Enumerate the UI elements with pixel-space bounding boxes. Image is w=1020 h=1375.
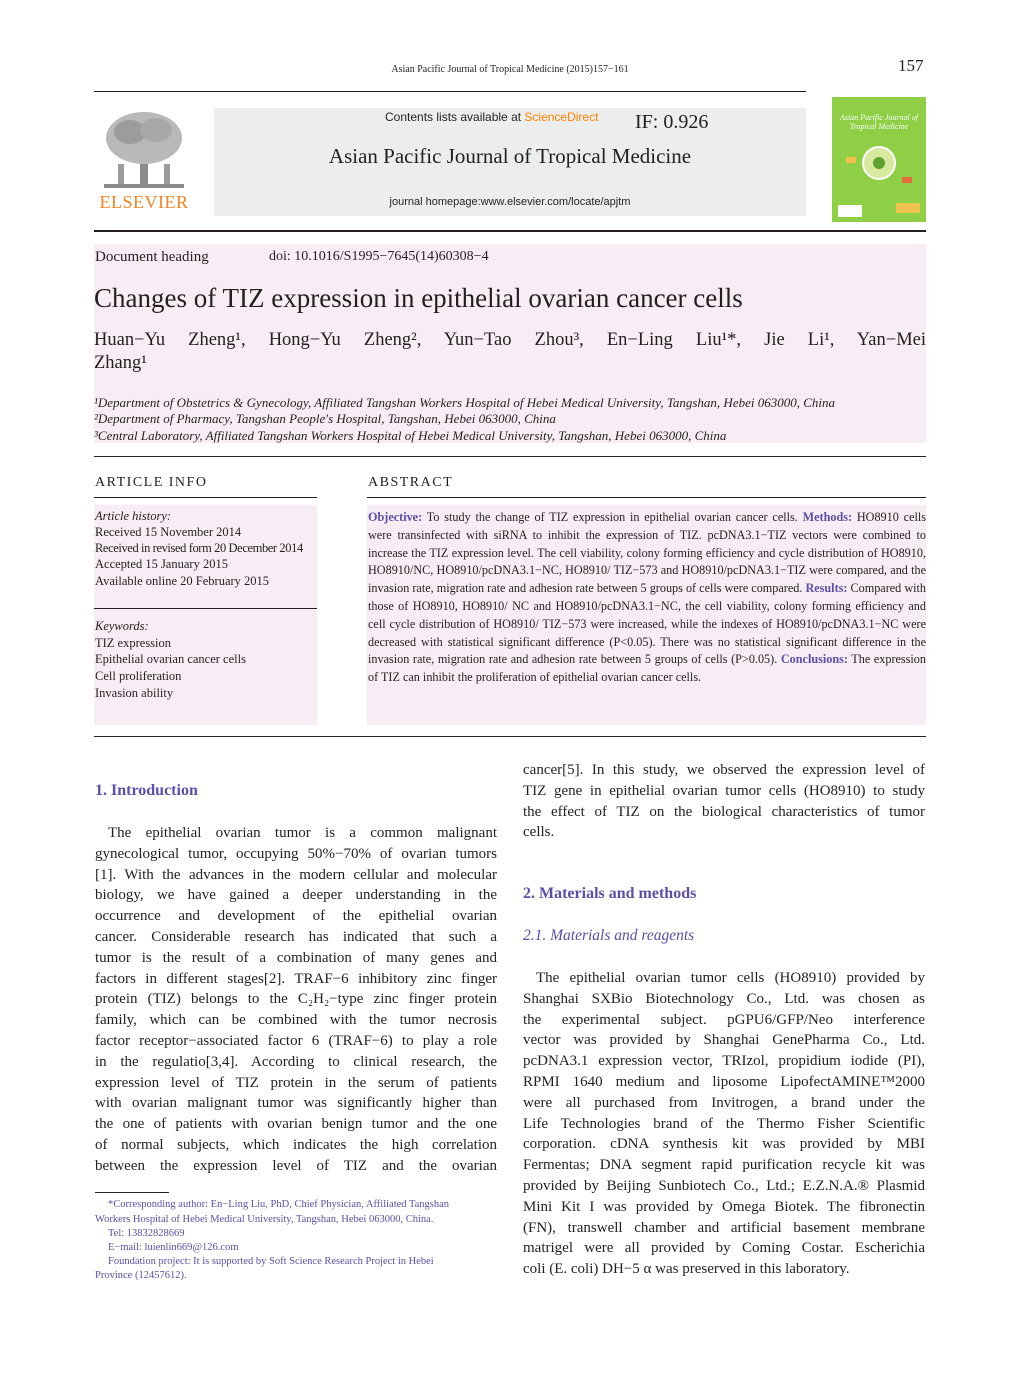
body-line: occurrence and development of the epithelial ovarian [95, 908, 497, 925]
body-line: cancer. Considerable research has indicated that such a [95, 928, 497, 945]
body-line: the experimental subject. pGPU6/GFP/Neo interference [523, 1011, 925, 1028]
journal-title: Asian Pacific Journal of Tropical Medicine [328, 144, 692, 168]
affiliation-1: ¹Department of Obstetrics & Gynecology, Affiliated Tangshan Workers Hospital of Hebei Medical University, Tangshan, Hebei 063000, China [94, 395, 835, 410]
contents-prefix: Contents lists available at [385, 110, 525, 124]
journal-homepage[interactable]: journal homepage:www.elsevier.com/locate/apjtm [389, 196, 631, 208]
body-line: factor receptor−associated factor 6 (TRAF−6) to play a role [95, 1032, 497, 1049]
body-line: tumor is the result of a combination of many genes and [95, 949, 497, 966]
doi[interactable]: doi: 10.1016/S1995−7645(14)60308−4 [269, 249, 489, 264]
body-line: (FN), transwell chamber and artificial basement membrane [523, 1219, 925, 1236]
body-line: family, which can be combined with the tumor necrosis [95, 1012, 497, 1029]
body-line: the effect of TIZ on the biological characteristics of tumor [523, 803, 925, 820]
materials-body [523, 968, 925, 1280]
keywords-label: Keywords: [95, 619, 149, 633]
body-line: TIZ gene in epithelial ovarian tumor cells (HO8910) to study [523, 782, 925, 799]
footnote-corresponding: *Corresponding author: En−Ling Liu, PhD, Chief Physician, Affiliated Tangshan [108, 1199, 450, 1210]
results-label: Results: [805, 581, 848, 596]
header-rule [94, 91, 806, 92]
keyword-item: Invasion ability [95, 686, 174, 700]
body-line: factors in different stages[2]. TRAF−6 inhibitory zinc finger [95, 970, 497, 987]
history-accepted: Accepted 15 January 2015 [95, 557, 228, 571]
history-received: Received 15 November 2014 [95, 525, 242, 539]
footnote-tel: Tel: 13832828669 [108, 1228, 185, 1239]
body-line: The epithelial ovarian tumor is a common malignant [108, 825, 497, 841]
page-number: 157 [898, 56, 924, 75]
footnote-address: Workers Hospital of Hebei Medical University, Tangshan, Hebei 063000, China. [95, 1214, 434, 1225]
affiliation-2: ²Department of Pharmacy, Tangshan People′s Hospital, Tangshan, Hebei 063000, China [94, 411, 556, 426]
contents-line [385, 110, 598, 124]
methods-label: Methods: [802, 510, 853, 524]
subsection-heading-materials: 2.1. Materials and reagents [523, 927, 695, 944]
results-text: Compared with those of HO8910, HO8910/ NC and HO8910/pcDNA3.1−NC, the cell viability, colony forming efficiency and cell cycle distribution of HO8910/ TIZ−573 were increased, while the indexes of HO8910/pcDNA3.1−NC were decreased with statistical significant difference (P<0.05). There was no statistical significant difference in the invasion rate, migration rate and adhesion rate between 5 groups of cells (P>0.05). [368, 581, 926, 667]
body-line: provided by Beijing Sunbiotech Co., Ltd.; E.Z.N.A.® Plasmid [523, 1177, 925, 1194]
cover-title: Asian Pacific Journal of Tropical Medicine [840, 113, 918, 131]
body-line: Life Technologies brand of the Thermo Fisher Scientific [523, 1115, 925, 1132]
introduction-continued [523, 760, 925, 843]
introduction-body [95, 823, 497, 1177]
body-line: matrigel were all provided by Coming Costar. Escherichia [523, 1240, 925, 1257]
authors-line-1: Huan−Yu Zheng¹, Hong−Yu Zheng², Yun−Tao Zhou³, En−Ling Liu¹*, Jie Li¹, Yan−Mei [94, 330, 926, 350]
section-heading-introduction: 1. Introduction [95, 782, 198, 799]
footnote-foundation: Foundation project: It is supported by Soft Science Research Project in Hebei [108, 1256, 434, 1267]
body-line: biology, we have gained a deeper understanding in the [95, 887, 497, 904]
authors-line-2: Zhang¹ [94, 353, 147, 373]
cover-map-icon [832, 97, 926, 222]
objective-label: Objective: [368, 510, 423, 524]
body-line: between the expression level of TIZ and the ovarian [95, 1157, 497, 1174]
body-line: The epithelial ovarian tumor cells (HO8910) provided by [536, 970, 925, 986]
article-info-rule [94, 497, 317, 498]
body-line: coli (E. coli) DH−5 α was preserved in this laboratory. [523, 1261, 850, 1278]
body-line: Shanghai SXBio Biotechnology Co., Ltd. was chosen as [523, 990, 925, 1007]
tree-icon [94, 108, 194, 192]
body-line: gynecological tumor, occupying 50%−70% of ovarian tumors [95, 845, 497, 862]
sciencedirect-link[interactable]: ScienceDirect [524, 110, 599, 124]
keyword-item: TIZ expression [95, 636, 172, 650]
keyword-item: Cell proliferation [95, 669, 182, 683]
abstract-rule [367, 497, 926, 498]
history-revised: Received in revised form 20 December 2014 [95, 541, 303, 555]
keyword-item: Epithelial ovarian cancer cells [95, 652, 246, 666]
body-line: cells. [523, 824, 555, 841]
body-line: of normal subjects, which indicates the high correlation [95, 1136, 497, 1153]
body-line: Mini Kit I was provided by Omega Biotek. The fibronectin [523, 1198, 925, 1215]
elsevier-logo [94, 108, 194, 216]
running-header: Asian Pacific Journal of Tropical Medicine (2015)157−161 [391, 64, 629, 75]
elsevier-wordmark: ELSEVIER [99, 192, 189, 212]
footnote-foundation-cont: Province (12457612). [95, 1270, 187, 1281]
title-rule [94, 456, 926, 457]
abstract-text [368, 509, 926, 687]
body-line: in the regulatio[3,4]. According to clinical research, the [95, 1053, 497, 1070]
body-line: were all purchased from Invitrogen, a brand under the [523, 1094, 925, 1111]
footnote-email[interactable]: E−mail: luienlin669@126.com [108, 1242, 239, 1253]
body-line: Fermentas; DNA segment rapid purification recycle kit was [523, 1157, 925, 1174]
body-line: with ovarian malignant tumor was significantly higher than [95, 1095, 497, 1112]
abstract-bottom-rule [94, 736, 926, 737]
body-line: expression level of TIZ protein in the serum of patients [95, 1074, 497, 1091]
conclusions-text: The expression of TIZ can inhibit the proliferation of epithelial ovarian cancer cells. [368, 652, 926, 685]
history-label: Article history: [95, 509, 172, 523]
methods-text: HO8910 cells were transinfected with siRNA to inhibit the expression of TIZ. pcDNA3.1−TIZ vectors were combined to increase the TIZ expression level. The cell viability, colony forming efficiency and cycle distribution of HO8910, HO8910/NC, HO8910/pcDNA3.1−NC, HO8910/ TIZ−573 and HO8910/pcDNA3.1−TIZ were compared, and the invasion rate, migration rate and adhesion rate between 5 groups of cells were compared. [368, 510, 926, 596]
banner-rule [94, 230, 926, 232]
body-line: pcDNA3.1 expression vector, TRIzol, propidium iodide (PI), [523, 1053, 925, 1070]
body-line: protein (TIZ) belongs to the C₂H₂−type zinc finger protein [95, 991, 497, 1008]
impact-factor: IF: 0.926 [635, 111, 709, 133]
footnote-rule [95, 1192, 169, 1193]
body-line: vector was provided by Shanghai GenePharma Co., Ltd. [523, 1032, 925, 1049]
article-info-label: ARTICLE INFO [95, 475, 208, 490]
body-line: RPMI 1640 medium and liposome LipofectAMINE™2000 [523, 1073, 925, 1090]
section-heading-methods: 2. Materials and methods [523, 885, 697, 902]
body-line: the one of patients with ovarian benign tumor and the one [95, 1116, 497, 1133]
document-heading: Document heading [95, 249, 209, 265]
journal-cover [832, 97, 926, 222]
conclusions-label: Conclusions: [780, 652, 848, 667]
keywords-rule [94, 608, 317, 609]
article-title: Changes of TIZ expression in epithelial ovarian cancer cells [94, 283, 743, 313]
body-line: cancer[5]. In this study, we observed the expression level of [523, 762, 925, 778]
history-online: Available online 20 February 2015 [95, 574, 270, 588]
objective-text: To study the change of TIZ expression in epithelial ovarian cancer cells. [422, 510, 803, 524]
body-line: corporation. cDNA synthesis kit was provided by MBI [523, 1136, 925, 1153]
affiliation-3: ³Central Laboratory, Affiliated Tangshan Workers Hospital of Hebei Medical University, Tangshan, Hebei 063000, China [94, 428, 727, 443]
body-line: [1]. With the advances in the modern cellular and molecular [95, 866, 497, 883]
abstract-label: ABSTRACT [368, 475, 454, 490]
